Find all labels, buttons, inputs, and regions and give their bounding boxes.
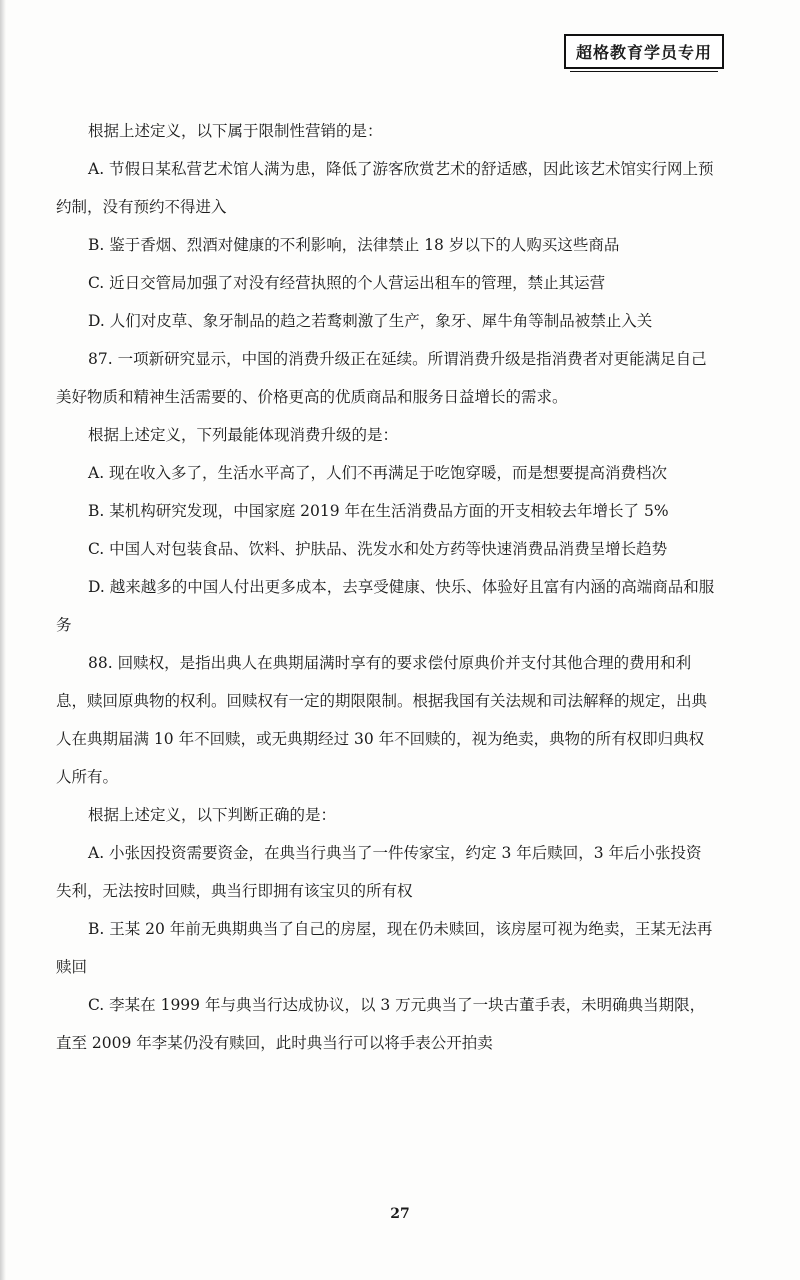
question-87-definition: 87. 一项新研究显示，中国的消费升级正在延续。所谓消费升级是指消费者对更能满足自己美好物质和精神生活需要的、价格更高的优质商品和服务日益增长的需求。 bbox=[56, 350, 707, 406]
question-86-prompt: 根据上述定义，以下属于限制性营销的是： bbox=[88, 122, 383, 140]
question-86-option-a: A. 节假日某私营艺术馆人满为患，降低了游客欣赏艺术的舒适感，因此该艺术馆实行网上预约制，没有预约不得进入 bbox=[56, 160, 714, 216]
page-number: 27 bbox=[390, 1206, 410, 1222]
question-88-definition: 88. 回赎权，是指出典人在典期届满时享有的要求偿付原典价并支付其他合理的费用和利息，赎回原典物的权利。回赎权有一定的期限限制。根据我国有关法规和司法解释的规定，出典人在典期届满 10 年不回赎，或无典期经过 30 年不回赎的，视为绝卖，典物的所有权即归典权人所有。 bbox=[56, 654, 708, 786]
question-87-prompt: 根据上述定义，下列最能体现消费升级的是： bbox=[88, 426, 399, 444]
question-88-prompt: 根据上述定义，以下判断正确的是： bbox=[88, 806, 337, 824]
question-86-option-c: C. 近日交管局加强了对没有经营执照的个人营运出租车的管理，禁止其运营 bbox=[88, 274, 606, 292]
question-87-option-d: D. 越来越多的中国人付出更多成本，去享受健康、快乐、体验好且富有内涵的高端商品和服务 bbox=[56, 578, 715, 634]
question-87-option-c: C. 中国人对包装食品、饮料、护肤品、洗发水和处方药等快速消费品消费呈增长趋势 bbox=[88, 540, 668, 558]
question-88-option-b: B. 王某 20 年前无典期典当了自己的房屋，现在仍未赎回，该房屋可视为绝卖，王某无法再赎回 bbox=[56, 920, 713, 976]
question-88-option-a: A. 小张因投资需要资金，在典当行典当了一件传家宝，约定 3 年后赎回，3 年后小张投资失利，无法按时回赎，典当行即拥有该宝贝的所有权 bbox=[56, 844, 702, 900]
header-stamp: 超格教育学员专用 bbox=[564, 34, 724, 69]
scan-edge-shadow bbox=[0, 0, 6, 1280]
question-87-option-b: B. 某机构研究发现，中国家庭 2019 年在生活消费品方面的开支相较去年增长了 5% bbox=[88, 502, 669, 520]
question-88-option-c: C. 李某在 1999 年与典当行达成协议，以 3 万元典当了一块古董手表，未明确典当期限，直至 2009 年李某仍没有赎回，此时典当行可以将手表公开拍卖 bbox=[56, 996, 706, 1052]
question-86-option-b: B. 鉴于香烟、烈酒对健康的不利影响，法律禁止 18 岁以下的人购买这些商品 bbox=[88, 236, 620, 254]
question-86-option-d: D. 人们对皮草、象牙制品的趋之若鹜刺激了生产，象牙、犀牛角等制品被禁止入关 bbox=[88, 312, 653, 330]
question-87-option-a: A. 现在收入多了，生活水平高了，人们不再满足于吃饱穿暖，而是想要提高消费档次 bbox=[88, 464, 668, 482]
page-content bbox=[56, 112, 716, 1062]
